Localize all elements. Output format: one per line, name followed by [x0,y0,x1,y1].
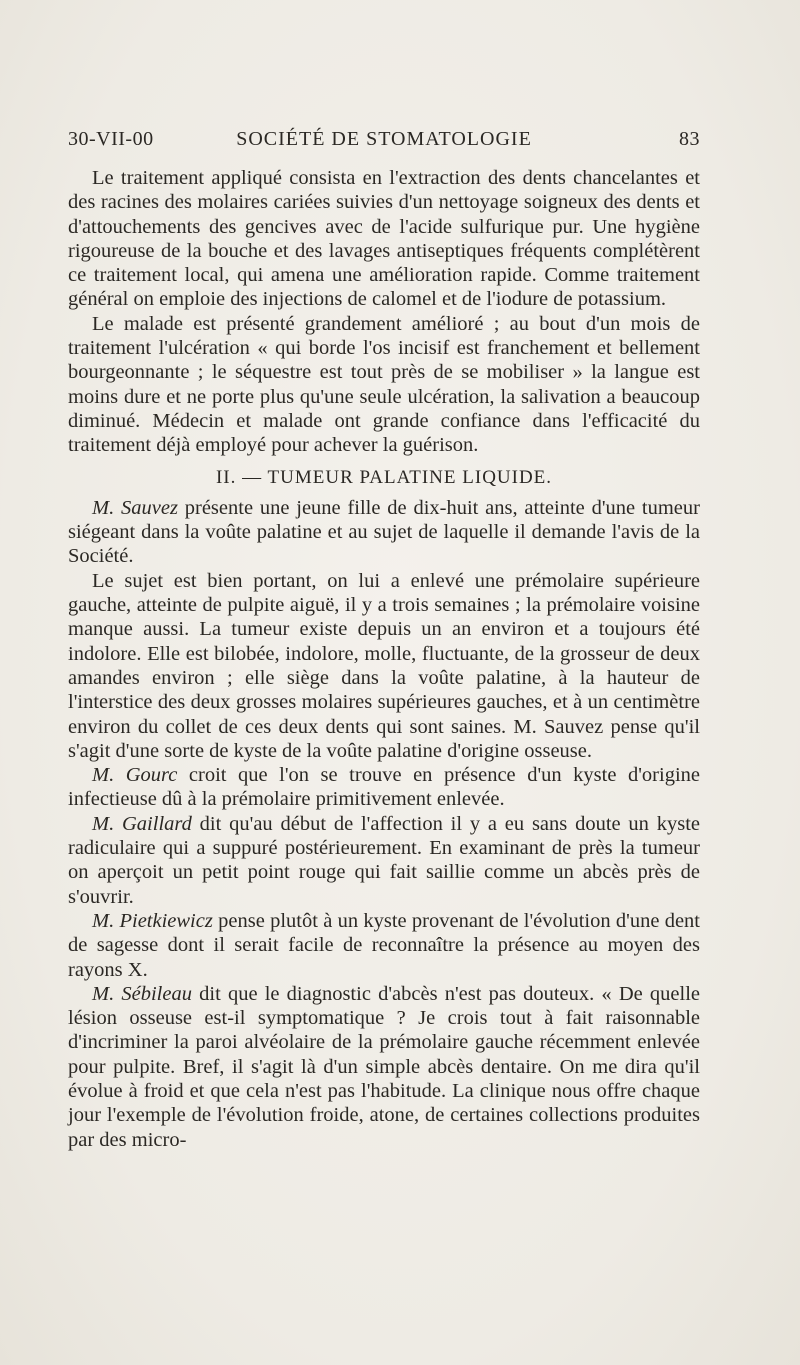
paragraph-text: croit que l'on se trouve en présence d'un kyste d'origine infectieuse dû à la prémolaire primitivement enlevée. [68,764,700,811]
speaker-name: M. Gourc [92,764,178,787]
speaker-name: M. Gaillard [92,812,192,835]
paragraph-text: pense plutôt à un kyste provenant de l'évolution d'une dent de sagesse dont il serait facile de reconnaître la présence au moyen des rayons X. [68,909,700,981]
paragraph-treatment: Le traitement appliqué consista en l'extraction des dents chancelantes et des racines des molaires cariées suivies d'un nettoyage soigneux des dents et d'attouchements des gencives avec de l'acide sulfurique pur. Une hygiène rigoureuse de la bouche et des lavages antiseptiques fréquents complétèrent ce traitement local, qui amena une amélioration rapide. Comme traitement général on emploie des injections de calomel et de l'iodure de potassium. [68,167,700,311]
paragraph-text: dit que le diagnostic d'abcès n'est pas douteux. « De quelle lésion osseuse est-il symptomatique ? Je crois tout à fait raisonnable d'incriminer la paroi alvéolaire de la prémolaire gauche récemment enlevée pour pulpite. Bref, il s'agit là d'un simple abcès dentaire. On me dira qu'il évolue à froid et que cela n'est pas l'habitude. La clinique nous offre chaque jour l'exemple de l'évolution froide, atone, de certaines collections produites par des micro- [68,982,701,1151]
paragraph-pietkiewicz [68,909,700,982]
speaker-name: M. Sébileau [92,982,192,1005]
header-title: SOCIÉTÉ DE STOMATOLOGIE [236,128,532,150]
speaker-name: M. Pietkiewicz [92,909,213,932]
speaker-name: M. Sauvez [92,496,178,519]
paragraph-text: dit qu'au début de l'affection il y a eu sans doute un kyste radiculaire qui a suppuré postérieurement. En examinant de près la tumeur on aperçoit un petit point rouge qui fait saillie comme un abcès près de s'ouvrir. [68,812,700,908]
running-header [68,128,700,156]
paragraph-improvement: Le malade est présenté grandement amélioré ; au bout d'un mois de traitement l'ulcération « qui borde l'os incisif est franchement et bellement bourgeonnante ; le séquestre est tout près de se mobiliser » la langue est moins dure et ne porte plus qu'une seule ulcération, la salivation a beaucoup diminué. Médecin et malade ont grande confiance dans l'efficacité du traitement déjà employé pour achever la guérison. [68,312,700,457]
paragraph-text: présente une jeune fille de dix-huit ans, atteinte d'une tumeur siégeant dans la voûte palatine et au sujet de laquelle il demande l'avis de la Société. [68,496,700,568]
header-date: 30-VII-00 [68,128,154,150]
section-heading: II. — TUMEUR PALATINE LIQUIDE. [215,466,553,488]
paragraph-gaillard [68,812,700,909]
paragraph-subject: Le sujet est bien portant, on lui a enlevé une prémolaire supérieure gauche, atteinte de pulpite aiguë, il y a trois semaines ; la prémolaire voisine manque aussi. La tumeur existe depuis un an environ et a toujours été indolore. Elle est bilobée, indolore, molle, fluctuante, de la grosseur de deux amandes environ ; elle siège dans la voûte palatine, à la hauteur de l'interstice des deux grosses molaires supérieures gauches, et à un centimètre environ du collet de ces deux dents qui sont saines. M. Sauvez pense qu'il s'agit d'une sorte de kyste de la voûte palatine d'origine osseuse. [68,569,700,762]
paragraph-gourc [68,763,700,812]
paragraph-sebileau [68,982,700,1152]
page-body [68,166,700,1152]
page-number: 83 [679,128,700,150]
paragraph-sauvez [68,496,700,569]
